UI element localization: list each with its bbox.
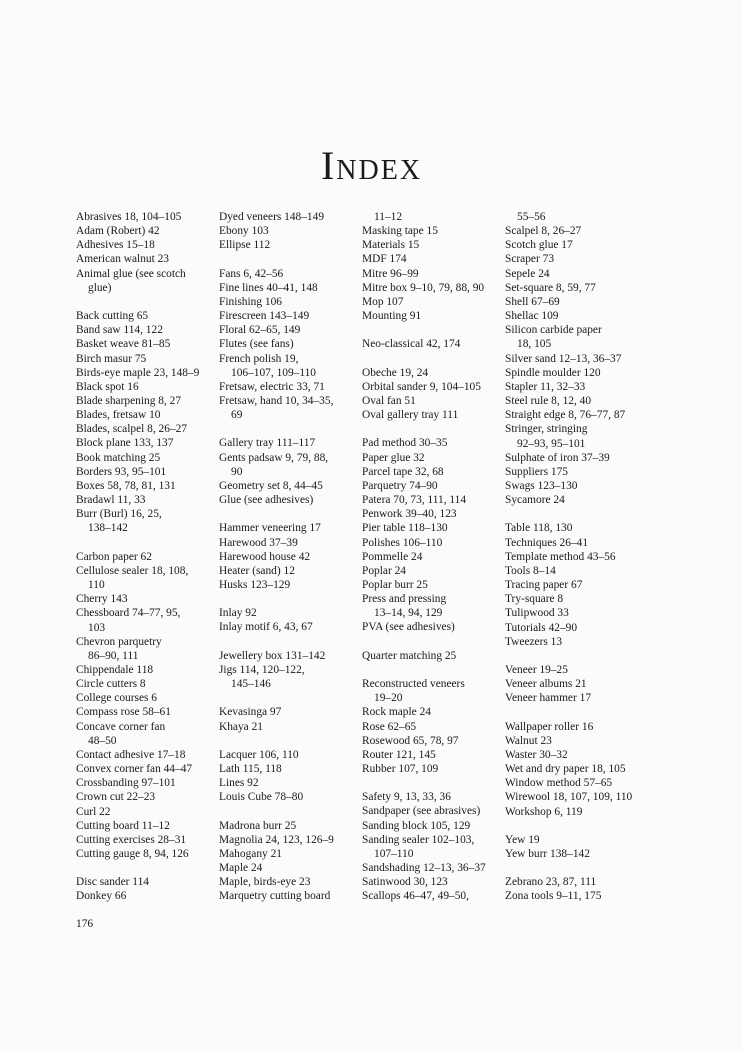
index-entry: Oval gallery tray 111 [362,409,459,422]
index-entry: Jigs 114, 120–122, [219,663,305,676]
index-entry: Adhesives 15–18 [76,239,155,252]
index-entry: Band saw 114, 122 [76,324,163,337]
index-entry-continuation: 55–56 [517,211,546,223]
index-entry: Heater (sand) 12 [219,564,295,577]
section-gap [219,691,359,705]
index-entry: Blade sharpening 8, 27 [76,395,182,408]
page-number: 176 [76,918,94,930]
index-entry: Techniques 26–41 [505,536,589,549]
section-gap [362,635,500,649]
index-entry: Safety 9, 13, 33, 36 [362,791,451,804]
index-entry: Scotch glue 17 [505,239,573,252]
index-entry: Dyed veneers 148–149 [219,211,325,223]
index-entry: Book matching 25 [76,451,161,464]
index-entry: Paper glue 32 [362,451,425,464]
index-entry: Silver sand 12–13, 36–37 [505,352,622,365]
index-entry: Poplar 24 [362,564,406,577]
index-entry: Borders 93, 95–101 [76,465,167,478]
index-entry: Set-square 8, 59, 77 [505,281,596,294]
index-entry: Harewood 37–39 [219,536,298,549]
index-entry: Stringer, stringing [505,423,588,436]
index-entry: Burr (Burl) 16, 25, [76,508,162,521]
index-entry: Cherry 143 [76,593,128,606]
index-entry-continuation: 138–142 [88,522,128,535]
index-entry: Cutting gauge 8, 94, 126 [76,848,189,860]
section-gap [362,422,500,436]
index-entry: Birds-eye maple 23, 148–9 [76,366,200,379]
index-entry: Orbital sander 9, 104–105 [362,380,481,393]
index-entry: Crown cut 22–23 [76,791,156,804]
index-entry-continuation: 69 [231,409,243,422]
index-entry: Yew 19 [505,833,540,846]
index-entry: Shellac 109 [505,310,559,323]
index-entry: Jewellery box 131–142 [219,649,326,662]
index-entry: Shell 67–69 [505,295,560,308]
index-entry: Materials 15 [362,239,420,252]
index-entry: Bradawl 11, 33 [76,494,146,507]
index-entry: Poplar burr 25 [362,579,428,592]
index-entry: Lines 92 [219,777,259,790]
index-entry: Veneer 19–25 [505,663,568,676]
index-entry: Sanding sealer 102–103, [362,833,475,846]
index-entry: Concave corner fan [76,720,166,733]
index-entry: Quarter matching 25 [362,649,457,662]
index-entry: Pad method 30–35 [362,437,448,450]
index-entry: Veneer albums 21 [505,678,587,691]
index-entry: Pier table 118–130 [362,522,448,535]
section-gap [505,861,645,875]
index-entry: Waster 30–32 [505,748,568,761]
index-entry: Tutorials 42–90 [505,621,578,634]
index-entry: Cellulose sealer 18, 108, [76,564,189,577]
index-entry: Chippendale 118 [76,663,154,676]
index-entry: Parcel tape 32, 68 [362,465,444,478]
index-entry-continuation: 107–110 [374,847,414,860]
index-entry: Rosewood 65, 78, 97 [362,734,459,747]
index-entry: Boxes 58, 78, 81, 131 [76,479,176,492]
index-entry: Template method 43–56 [505,550,616,563]
index-entry: Lacquer 106, 110 [219,748,299,761]
index-entry: Gallery tray 111–117 [219,437,316,450]
index-entry: Tools 8–14 [505,564,556,577]
index-entry: Patera 70, 73, 111, 114 [362,494,467,507]
section-gap [362,323,500,337]
index-entry: Maple 24 [219,862,263,875]
index-entry: Floral 62–65, 149 [219,324,301,337]
index-entry: Sulphate of iron 37–39 [505,451,610,464]
index-entry: Curl 22 [76,805,111,818]
index-entry: Rubber 107, 109 [362,763,439,776]
index-entry: Press and pressing [362,593,447,606]
index-entry: Zona tools 9–11, 175 [505,890,602,903]
section-gap [505,507,645,521]
index-entry: Walnut 23 [505,734,552,747]
index-entry: Yew burr 138–142 [505,847,590,860]
index-entry: Wirewool 18, 107, 109, 110 [505,791,633,804]
index-entry-continuation: 110 [88,579,105,592]
index-entry: Inlay 92 [219,607,257,620]
index-entry-continuation: 92–93, 95–101 [517,437,586,450]
index-entry: Convex corner fan 44–47 [76,763,193,776]
index-entry: Scraper 73 [505,253,555,266]
index-entry: Lath 115, 118 [219,762,282,775]
index-entry: Sepele 24 [505,267,550,280]
index-entry: Magnolia 24, 123, 126–9 [219,833,334,846]
index-entry-continuation: 13–14, 94, 129 [374,607,443,620]
index-entry: Zebrano 23, 87, 111 [505,876,597,889]
index-column-4 [505,210,645,904]
section-gap [505,649,645,663]
section-gap [76,536,210,550]
index-entry: Veneer hammer 17 [505,692,592,705]
index-entry: Obeche 19, 24 [362,366,429,379]
index-entry: Stapler 11, 32–33 [505,380,586,393]
index-entry: Mahogany 21 [219,847,282,860]
index-entry: Parquetry 74–90 [362,479,438,492]
index-entry: Back cutting 65 [76,310,149,323]
index-entry: Adam (Robert) 42 [76,225,160,238]
index-entry: Harewood house 42 [219,550,311,563]
index-entry: Fans 6, 42–56 [219,267,284,280]
index-entry: Scalpel 8, 26–27 [505,225,582,238]
index-entry: Mounting 91 [362,310,422,323]
index-entry: College courses 6 [76,692,157,705]
index-entry: Fine lines 40–41, 148 [219,281,318,294]
section-gap [76,861,210,875]
index-entry: Husks 123–129 [219,579,291,592]
index-entry: Flutes (see fans) [219,338,294,351]
index-entry: Table 118, 130 [505,522,573,535]
index-entry-continuation: 48–50 [88,734,117,747]
index-entry: Louis Cube 78–80 [219,791,304,804]
index-entry: Suppliers 175 [505,465,568,478]
index-entry: Wallpaper roller 16 [505,720,594,733]
index-entry: Geometry set 8, 44–45 [219,479,323,492]
index-entry: Satinwood 30, 123 [362,876,448,889]
index-entry: Ellipse 112 [219,239,271,252]
index-entry: PVA (see adhesives) [362,621,455,634]
section-gap [505,705,645,719]
section-gap [76,295,210,309]
index-entry: Reconstructed veneers [362,678,465,691]
index-entry-continuation: glue) [88,281,112,294]
section-gap [219,592,359,606]
index-entry-continuation: 86–90, 111 [88,649,139,662]
section-gap [362,776,500,790]
index-entry: Firescreen 143–149 [219,310,310,323]
index-entry: Sandpaper (see abrasives) [362,805,481,818]
index-entry: Wet and dry paper 18, 105 [505,763,626,776]
index-entry: Sycamore 24 [505,494,565,507]
index-entry: Carbon paper 62 [76,550,152,563]
index-entry: American walnut 23 [76,253,169,266]
index-entry-continuation: 103 [88,621,106,634]
index-entry: Basket weave 81–85 [76,338,171,351]
section-gap [219,252,359,266]
index-entry: Neo-classical 42, 174 [362,338,461,351]
index-entry: Silicon carbide paper [505,324,602,337]
section-gap [219,804,359,818]
index-entry: Mitre box 9–10, 79, 88, 90 [362,281,485,294]
index-entry: Gents padsaw 9, 79, 88, [219,451,329,464]
index-entry: Window method 57–65 [505,777,613,790]
section-gap [505,819,645,833]
index-entry: Workshop 6, 119 [505,805,583,818]
index-entry: Marquetry cutting board [219,890,331,903]
index-entry: Glue (see adhesives) [219,494,314,507]
index-entry: Finishing 106 [219,295,282,308]
index-entry-continuation: 106–107, 109–110 [231,366,317,379]
index-entry: Chevron parquetry [76,635,162,648]
index-entry: Tweezers 13 [505,635,563,648]
index-column-3 [362,210,500,904]
index-entry: Hammer veneering 17 [219,522,321,535]
index-entry: Animal glue (see scotch [76,267,186,280]
index-entry: Pommelle 24 [362,550,423,563]
index-entry: Madrona burr 25 [219,819,297,832]
index-entry: Donkey 66 [76,890,127,903]
index-entry: Try-square 8 [505,593,564,606]
index-entry-continuation: 19–20 [374,692,403,705]
index-entry: Fretsaw, electric 33, 71 [219,380,325,393]
index-entry-continuation: 145–146 [231,678,271,691]
index-entry: Khaya 21 [219,720,263,733]
index-entry: Sandshading 12–13, 36–37 [362,862,486,875]
index-entry: Ebony 103 [219,225,269,238]
index-entry: Contact adhesive 17–18 [76,748,186,761]
index-entry: Penwork 39–40, 123 [362,508,457,521]
index-entry: Circle cutters 8 [76,678,146,691]
index-entry: Straight edge 8, 76–77, 87 [505,409,626,422]
index-entry: Rock maple 24 [362,706,431,719]
index-entry: Abrasives 18, 104–105 [76,211,182,223]
index-entry-continuation: 18, 105 [517,338,552,351]
index-entry: Mop 107 [362,295,404,308]
index-entry: Router 121, 145 [362,748,436,761]
index-entry: Cutting exercises 28–31 [76,833,187,846]
index-entry: Kevasinga 97 [219,706,282,719]
index-entry: Oval fan 51 [362,395,416,407]
index-column-2 [219,210,359,904]
index-entry: Blades, scalpel 8, 26–27 [76,423,188,436]
index-entry: Scallops 46–47, 49–50, [362,890,469,903]
index-entry: Tulipwood 33 [505,607,569,620]
page-title: Index [320,143,423,188]
index-entry: Compass rose 58–61 [76,706,171,719]
index-entry: Masking tape 15 [362,225,438,238]
section-gap [219,635,359,649]
index-entry: Mitre 96–99 [362,267,419,280]
index-entry-continuation: 11–12 [374,211,403,223]
index-entry: Rose 62–65 [362,720,417,733]
index-entry: Polishes 106–110 [362,536,443,549]
index-entry: Black spot 16 [76,380,139,393]
index-entry: Spindle moulder 120 [505,366,601,379]
section-gap [362,663,500,677]
index-entry: Crossbanding 97–101 [76,777,176,790]
index-column-1 [76,210,210,904]
index-entry-continuation: 90 [231,465,243,478]
index-entry: Fretsaw, hand 10, 34–35, [219,395,334,408]
index-entry: Maple, birds-eye 23 [219,876,311,889]
section-gap [362,352,500,366]
index-entry: Inlay motif 6, 43, 67 [219,621,313,634]
section-gap [219,422,359,436]
section-gap [219,734,359,748]
index-entry: Disc sander 114 [76,876,149,889]
index-entry: Sanding block 105, 129 [362,819,471,832]
index-entry: Tracing paper 67 [505,579,583,592]
section-gap [219,507,359,521]
index-entry: Swags 123–130 [505,479,578,492]
index-entry: Steel rule 8, 12, 40 [505,395,592,408]
index-entry: Cutting board 11–12 [76,819,170,832]
index-entry: Block plane 133, 137 [76,437,174,450]
index-entry: French polish 19, [219,352,299,365]
index-entry: Chessboard 74–77, 95, [76,607,181,620]
index-entry: Birch masur 75 [76,352,147,365]
index-entry: Blades, fretsaw 10 [76,409,161,422]
index-entry: MDF 174 [362,253,407,266]
